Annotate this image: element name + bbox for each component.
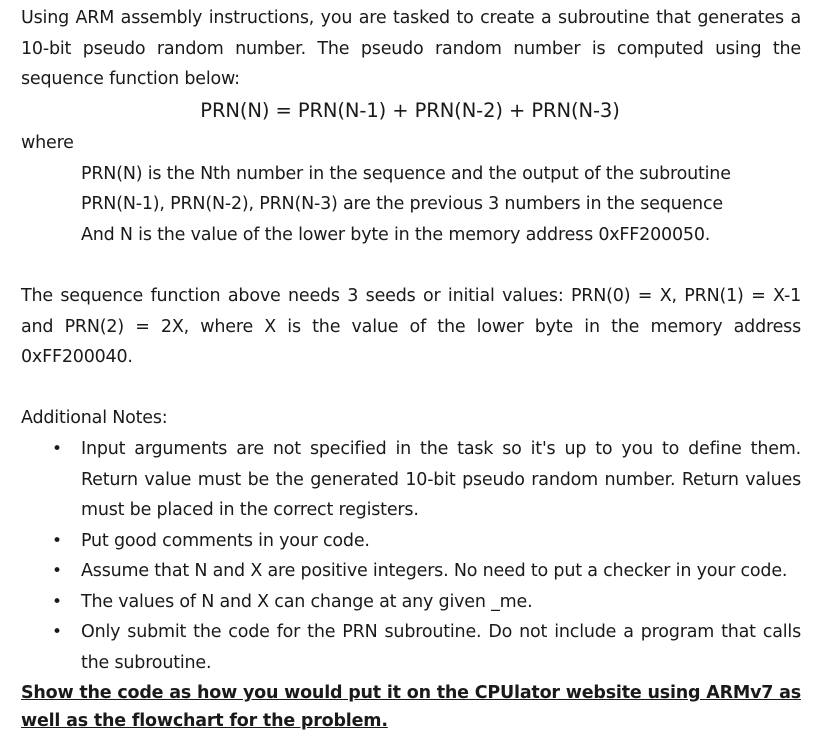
notes-list bbox=[0, 434, 820, 678]
definition-prn-n: PRN(N) is the Nth number in the sequence and the output of the subroutine bbox=[81, 164, 731, 184]
final-instruction: Show the code as how you would put it on the CPUlator website using ARMv7 as well as the flowchart for the problem. bbox=[21, 683, 801, 731]
bullet-icon: • bbox=[52, 530, 62, 551]
note-text: Input arguments are not specified in the task so it's up to you to define them. Return value must be the generated 10-bit pseudo random number. Return values must be placed in the correct registers. bbox=[81, 439, 801, 520]
intro-paragraph: Using ARM assembly instructions, you are tasked to create a subroutine that generates a 10-bit pseudo random number. The pseudo random number is computed using the sequence function below: bbox=[21, 8, 801, 89]
where-label: where bbox=[21, 133, 74, 153]
note-comments bbox=[0, 526, 801, 557]
sequence-formula: PRN(N) = PRN(N-1) + PRN(N-2) + PRN(N-3) bbox=[200, 99, 620, 122]
notes-title: Additional Notes: bbox=[21, 408, 168, 428]
note-text: The values of N and X can change at any given _me. bbox=[81, 591, 533, 612]
note-positive-integers bbox=[0, 556, 801, 587]
bullet-icon: • bbox=[52, 439, 62, 459]
bullet-icon: • bbox=[52, 591, 62, 612]
definition-n-address: And N is the value of the lower byte in the memory address 0xFF200050. bbox=[81, 225, 711, 245]
note-values-change bbox=[0, 587, 801, 618]
note-submit-only bbox=[0, 617, 801, 678]
note-input-arguments bbox=[0, 434, 801, 526]
bullet-icon: • bbox=[52, 561, 62, 581]
seeds-paragraph: The sequence function above needs 3 seeds or initial values: PRN(0) = X, PRN(1) = X-1 and PRN(2) = 2X, where X is the value of the lower byte in the memory address 0xFF200040. bbox=[21, 286, 801, 367]
note-text: Put good comments in your code. bbox=[81, 530, 370, 551]
bullet-icon: • bbox=[52, 622, 62, 642]
definition-previous-numbers: PRN(N-1), PRN(N-2), PRN(N-3) are the previous 3 numbers in the sequence bbox=[81, 194, 723, 214]
note-text: Assume that N and X are positive integers. No need to put a checker in your code. bbox=[81, 561, 788, 581]
note-text: Only submit the code for the PRN subroutine. Do not include a program that calls the subroutine. bbox=[81, 622, 801, 673]
